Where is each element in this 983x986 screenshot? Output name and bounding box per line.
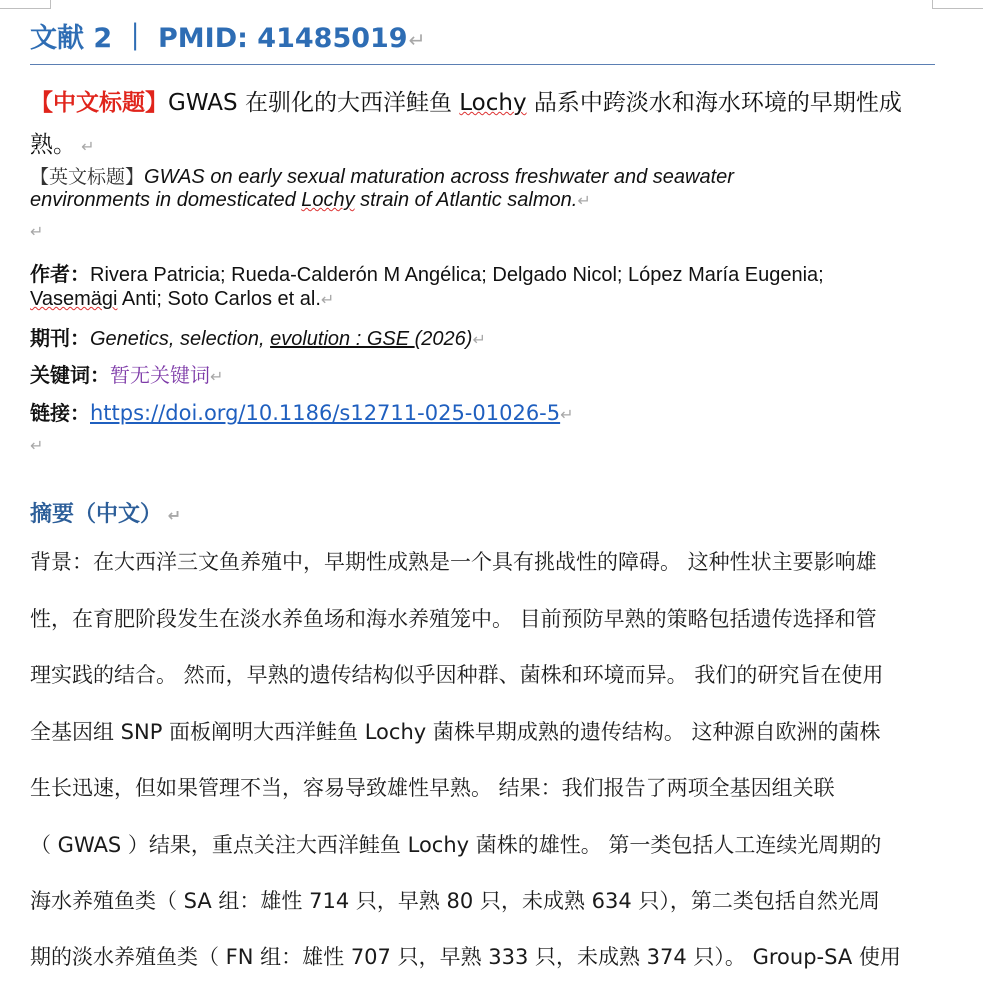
cn-title-lochy: Lochy <box>459 90 527 116</box>
keywords-line <box>30 359 223 388</box>
abstract-line: 海水养殖鱼类（ SA 组：雄性 714 只，早熟 80 只，未成熟 634 只），第二类包括自然光周 <box>30 889 880 913</box>
authors-text-1: Rivera Patricia; Rueda-Calderón M Angélica; Delgado Nicol; López María Eugenia; <box>90 264 824 286</box>
en-title-text-1: GWAS on early sexual maturation across freshwater and seawater <box>144 166 734 188</box>
abstract-line: 期的淡水养殖鱼类（ FN 组：雄性 707 只，早熟 333 只，未成熟 374 只）。 Group-SA 使用 <box>30 945 901 969</box>
paragraph-mark-icon: ↵ <box>472 330 486 349</box>
link-line <box>30 397 574 426</box>
authors-line2 <box>30 288 334 311</box>
abstract-heading-text: 摘要（中文） <box>30 502 163 527</box>
authors-vasemagi: Vasemägi <box>30 288 118 310</box>
cn-title-text-2: 熟。 <box>30 132 76 158</box>
abstract-line: 背景：在大西洋三文鱼养殖中，早期性成熟是一个具有挑战性的障碍。 这种性状主要影响雄 <box>30 550 877 574</box>
authors-text-2: Anti; Soto Carlos et al. <box>117 288 321 310</box>
en-title-label: 【英文标题】 <box>30 166 145 188</box>
empty-paragraph-mark-icon: ↵ <box>30 222 44 241</box>
en-title-line2 <box>30 189 591 212</box>
paragraph-mark-icon: ↵ <box>76 137 95 156</box>
journal-year: (2026) <box>414 328 473 350</box>
journal-text-1: Genetics, selection, <box>90 328 271 350</box>
cn-title-line1 <box>30 84 902 117</box>
paragraph-mark-icon: ↵ <box>577 191 591 210</box>
en-title-text-2a: environments in domesticated <box>30 189 302 211</box>
journal-label: 期刊： <box>30 326 90 350</box>
cn-title-text: GWAS 在驯化的大西洋鲑鱼 <box>168 90 460 116</box>
paragraph-mark-icon: ↵ <box>162 506 181 525</box>
abstract-line: 性，在育肥阶段发生在淡水养鱼场和海水养殖笼中。 目前预防早熟的策略包括遗传选择和管 <box>30 607 877 631</box>
paragraph-mark-icon: ↵ <box>408 28 426 52</box>
page-corner-mark-left <box>0 0 51 9</box>
authors-line1 <box>30 258 824 287</box>
abstract-line: 全基因组 SNP 面板阐明大西洋鲑鱼 Lochy 菌株早期成熟的遗传结构。 这种源自欧洲的菌株 <box>30 720 881 744</box>
abstract-heading <box>30 497 181 528</box>
journal-line <box>30 322 486 351</box>
paragraph-mark-icon: ↵ <box>210 367 224 386</box>
abstract-line: 理实践的结合。 然而，早熟的遗传结构似乎因种群、菌株和环境而异。 我们的研究旨在使用 <box>30 663 884 687</box>
cn-title-text-b: 品系中跨淡水和海水环境的早期性成 <box>526 90 902 116</box>
en-title-lochy: Lochy <box>301 189 355 211</box>
keywords-label: 关键词： <box>30 363 110 387</box>
cn-title-line2 <box>30 126 95 159</box>
page-corner-mark-right <box>932 0 983 9</box>
authors-label: 作者： <box>30 262 90 286</box>
abstract-line: （ GWAS ）结果，重点关注大西洋鲑鱼 Lochy 菌株的雄性。 第一类包括人工连续光周期的 <box>30 833 882 857</box>
empty-paragraph-mark-icon: ↵ <box>30 436 44 455</box>
abstract-line: 生长迅速，但如果管理不当，容易导致雄性早熟。 结果：我们报告了两项全基因组关联 <box>30 776 835 800</box>
cn-title-label: 【中文标题】 <box>30 90 168 116</box>
en-title-text-2b: strain of Atlantic salmon. <box>354 189 578 211</box>
keywords-value: 暂无关键词 <box>110 363 210 387</box>
paragraph-mark-icon: ↵ <box>320 290 335 309</box>
doi-link[interactable]: https://doi.org/10.1186/s12711-025-01026-5 <box>90 401 561 425</box>
en-title-line1 <box>30 162 734 189</box>
journal-text-2: evolution : GSE <box>270 328 415 350</box>
doc-title-text: 文献 2 ｜ PMID: 41485019 <box>30 23 408 54</box>
link-label: 链接： <box>30 401 90 425</box>
doc-title <box>30 16 426 55</box>
paragraph-mark-icon: ↵ <box>560 405 574 424</box>
